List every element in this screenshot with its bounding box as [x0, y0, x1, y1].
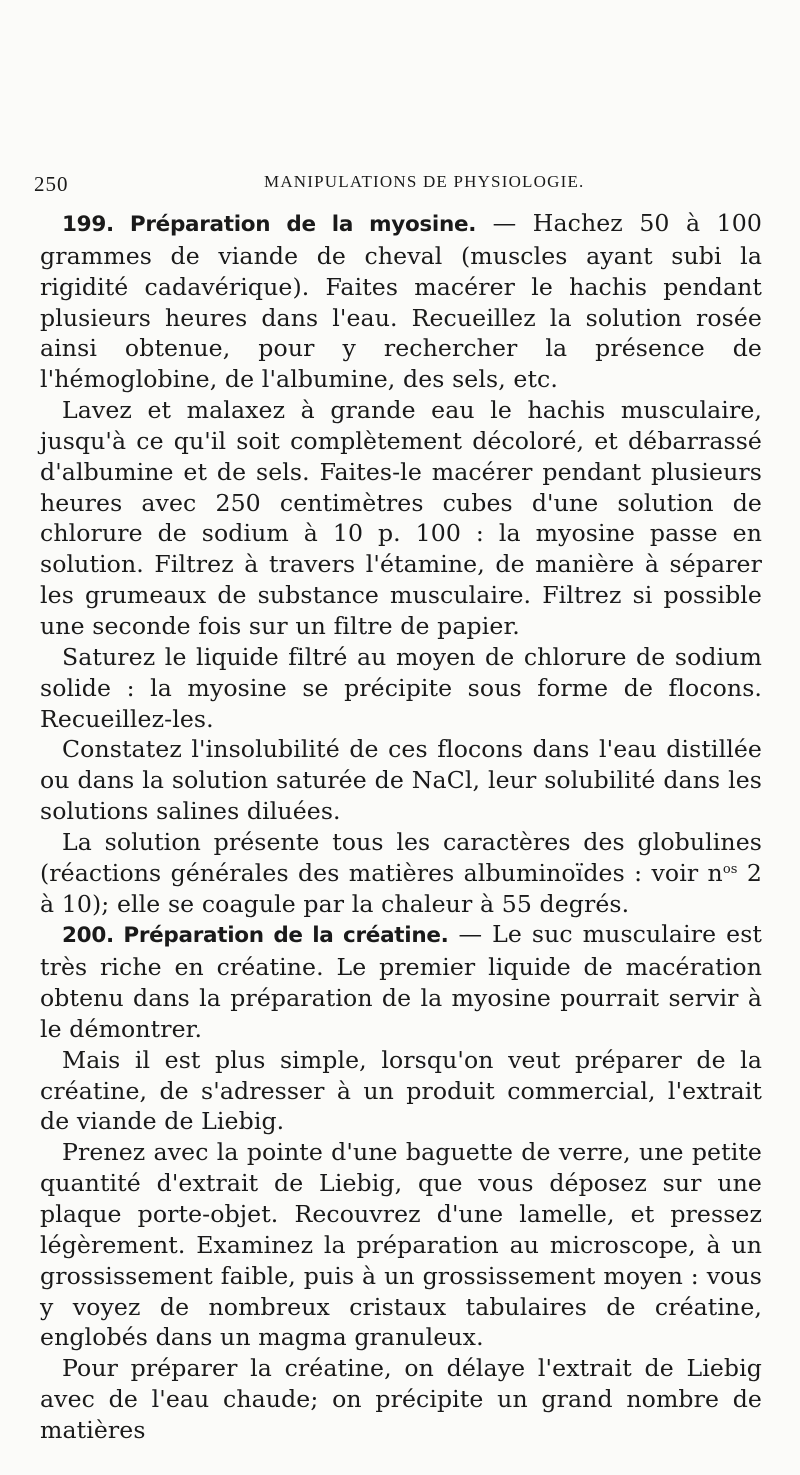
paragraph-text: — Hachez 50 à 100 grammes de viande de cheval (muscles ayant subi la rigidité cadavérique). Faites macérer le hachis pendant plusieurs heures dans l'eau. Recueillez la solution rosée ainsi obtenue, pour y rechercher la présence de l'hémoglobine, de l'albumine, des sels, etc. — [40, 209, 762, 394]
paragraph-200-intro — [40, 919, 762, 1044]
body-text — [40, 208, 762, 1446]
paragraph: Lavez et malaxez à grande eau le hachis musculaire, jusqu'à ce qu'il soit complètement décoloré, et débarrassé d'albumine et de sels. Faites-le macérer pendant plusieurs heures avec 250 centimètres cubes d'une solution de chlorure de sodium à 10 p. 100 : la myosine passe en solution. Filtrez à travers l'étamine, de manière à séparer les grumeaux de substance musculaire. Filtrez si possible une seconde fois sur un filtre de papier. — [40, 396, 762, 640]
paragraph: Pour préparer la créatine, on délaye l'extrait de Liebig avec de l'eau chaude; on précipite un grand nombre de matières — [40, 1354, 762, 1444]
section-heading-200: 200. Préparation de la créatine. — [62, 923, 449, 949]
page-number: 250 — [34, 172, 69, 196]
paragraph-199-intro — [40, 208, 762, 395]
paragraph — [40, 827, 762, 920]
paragraph: Saturez le liquide filtré au moyen de chlorure de sodium solide : la myosine se précipite sous forme de flocons. Recueillez-les. — [40, 642, 762, 733]
paragraph: Prenez avec la pointe d'une baguette de verre, une petite quantité d'extrait de Liebig, que vous déposez sur une plaque porte-objet. Recouvrez d'une lamelle, et pressez légèrement. Examinez la préparation au microscope, à un grossissement faible, puis à un grossissement moyen : vous y voyez de nombreux cristaux tabulaires de créatine, englobés dans un magma granuleux. — [40, 1138, 762, 1352]
superscript: os — [722, 861, 738, 877]
paragraph-text: La solution présente tous les caractères des globulines (réactions générales des matières albuminoïdes : voir n — [40, 827, 762, 887]
paragraph-text: — Le suc musculaire est très riche en créatine. Le premier liquide de macération obtenu dans la préparation de la myosine pourrait servir à le démontrer. — [40, 920, 762, 1043]
page-header — [34, 170, 774, 196]
paragraph-text: 2 à 10); elle se coagule par la chaleur à 55 degrés. — [40, 858, 762, 918]
paragraph: Constatez l'insolubilité de ces flocons dans l'eau distillée ou dans la solution saturée de NaCl, leur solubilité dans les solutions salines diluées. — [40, 735, 762, 826]
paragraph: Mais il est plus simple, lorsqu'on veut préparer de la créatine, de s'adresser à un produit commercial, l'extrait de viande de Liebig. — [40, 1045, 762, 1136]
section-heading-199: 199. Préparation de la myosine. — [62, 212, 477, 237]
running-title: MANIPULATIONS DE PHYSIOLOGIE. — [264, 172, 585, 191]
